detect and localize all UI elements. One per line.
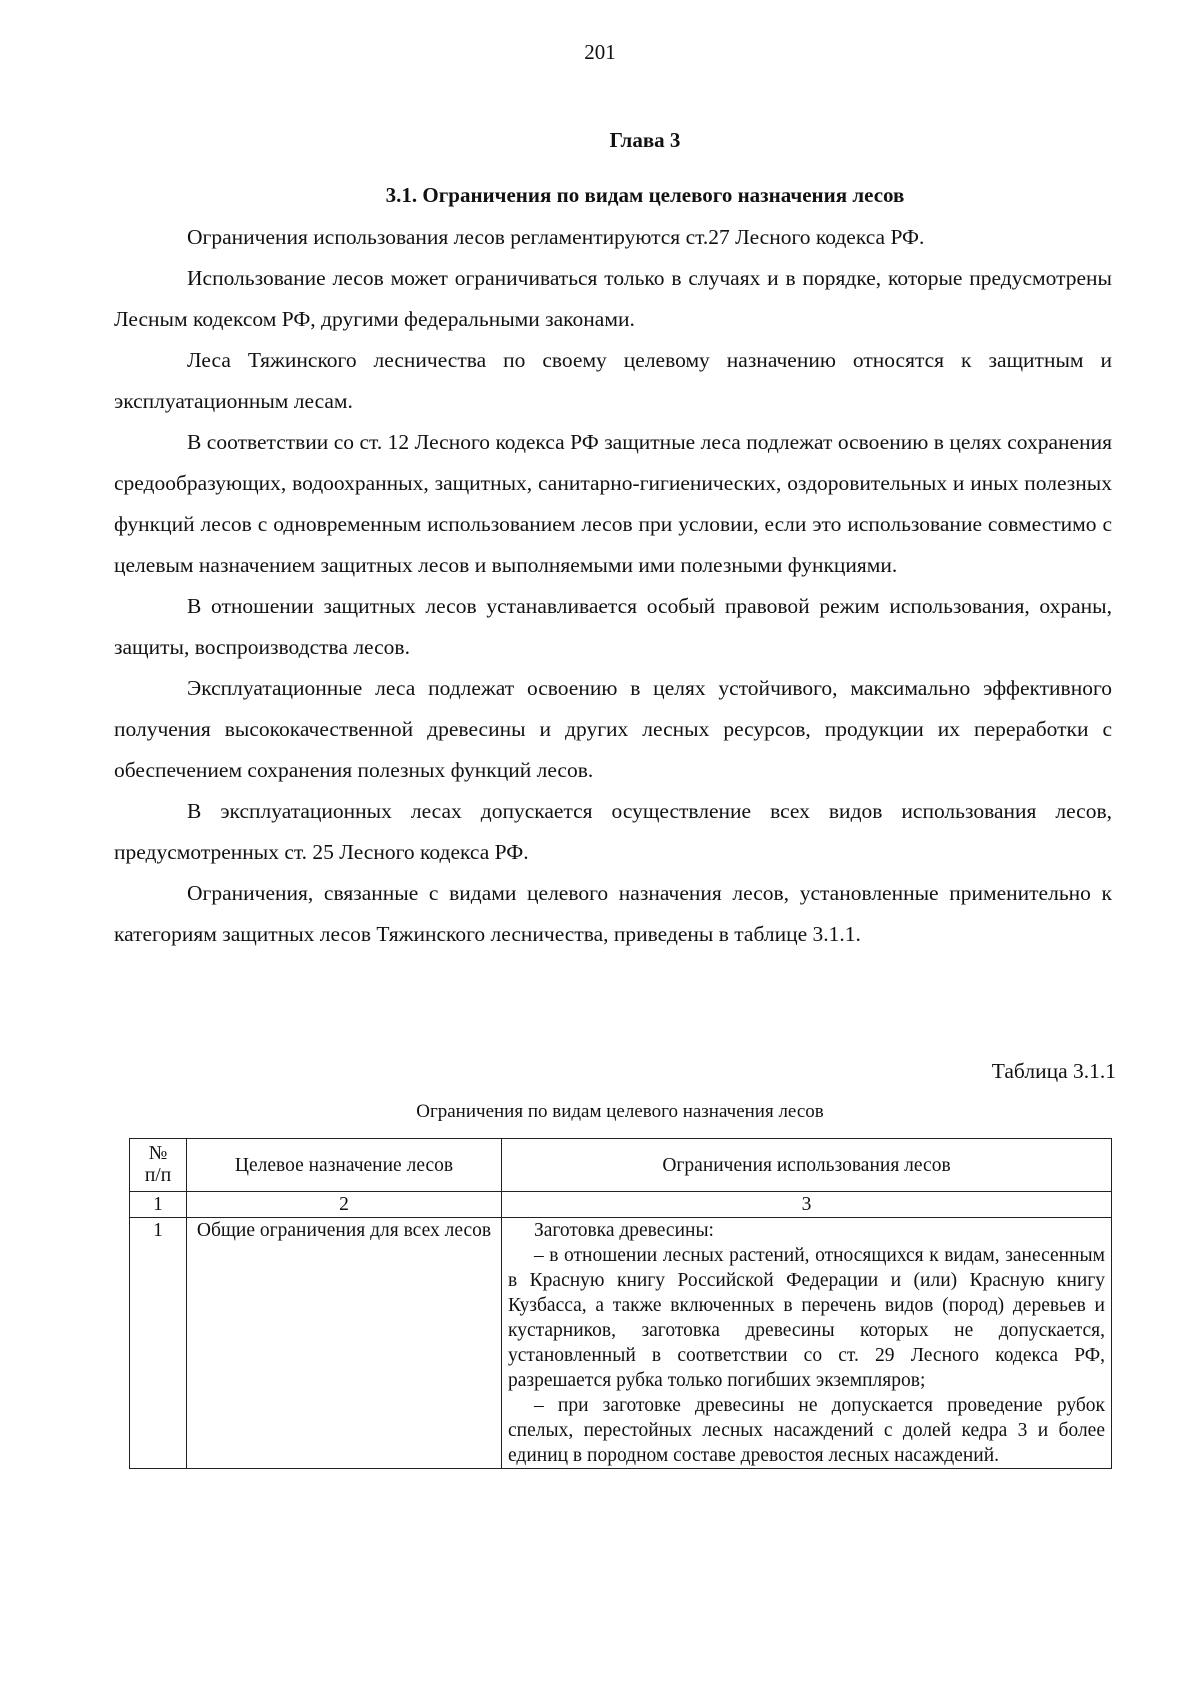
paragraph: В отношении защитных лесов устанавливается особый правовой режим использования, охраны, защиты, воспроизводства лесов. bbox=[114, 594, 1112, 659]
table-number: Таблица 3.1.1 bbox=[991, 1059, 1116, 1083]
table-column-numbers-row bbox=[130, 1192, 1112, 1218]
column-number: 2 bbox=[187, 1192, 502, 1218]
paragraph: Эксплуатационные леса подлежат освоению в целях устойчивого, максимально эффективного получения высококачественной древесины и других лесных ресурсов, продукции их переработки с обеспечением сохранения полезных функций лесов. bbox=[114, 676, 1112, 782]
row-number: 1 bbox=[130, 1218, 187, 1469]
section-title: 3.1. Ограничения по видам целевого назначения лесов bbox=[385, 183, 905, 207]
paragraph: Ограничения использования лесов регламентируются ст.27 Лесного кодекса РФ. bbox=[187, 225, 925, 249]
header-number bbox=[130, 1139, 187, 1192]
paragraph: Леса Тяжинского лесничества по своему целевому назначению относятся к защитным и эксплуатационным лесам. bbox=[114, 348, 1112, 413]
column-number: 1 bbox=[130, 1192, 187, 1218]
paragraph: В соответствии со ст. 12 Лесного кодекса РФ защитные леса подлежат освоению в целях сохранения средообразующих, водоохранных, защитных, санитарно-гигиенических, оздоровительных и иных полезных функций лесов с одновременным использованием лесов при условии, если это использование совместимо с целевым назначением защитных лесов и выполняемыми ими полезными функциями. bbox=[114, 430, 1112, 577]
row-purpose: Общие ограничения для всех лесов bbox=[187, 1218, 502, 1469]
table-row bbox=[130, 1218, 1112, 1469]
paragraph: Использование лесов может ограничиваться только в случаях и в порядке, которые предусмотрены Лесным кодексом РФ, другими федеральными законами. bbox=[114, 266, 1112, 331]
header-restrictions: Ограничения использования лесов bbox=[502, 1139, 1112, 1192]
table-caption: Ограничения по видам целевого назначения лесов bbox=[416, 1101, 824, 1122]
header-purpose: Целевое назначение лесов bbox=[187, 1139, 502, 1192]
header-number-line2: п/п bbox=[144, 1165, 172, 1186]
paragraph: Ограничения, связанные с видами целевого назначения лесов, установленные применительно к категориям защитных лесов Тяжинского лесничества, приведены в таблице 3.1.1. bbox=[114, 881, 1112, 946]
restriction-item: – в отношении лесных растений, относящихся к видам, занесенным в Красную книгу Российской Федерации и (или) Красную книгу Кузбасса, а также включенных в перечень видов (пород) деревьев и кустарников, заготовка древесины которых не допускается, установленный в соответствии со ст. 29 Лесного кодекса РФ, разрешается рубка только погибших экземпляров; bbox=[508, 1245, 1105, 1391]
table-header-row bbox=[130, 1139, 1112, 1192]
column-number: 3 bbox=[502, 1192, 1112, 1218]
restrictions-title: Заготовка древесины: bbox=[534, 1220, 714, 1241]
body-text bbox=[114, 217, 1112, 955]
restriction-item: – при заготовке древесины не допускается проведение рубок спелых, перестойных лесных насаждений с долей кедра 3 и более единиц в породном составе древостоя лесных насаждений. bbox=[508, 1395, 1105, 1466]
restrictions-table bbox=[129, 1138, 1112, 1469]
header-number-line1: № bbox=[148, 1143, 168, 1164]
row-restrictions bbox=[502, 1218, 1112, 1469]
page-number: 201 bbox=[584, 40, 616, 64]
paragraph: В эксплуатационных лесах допускается осуществление всех видов использования лесов, предусмотренных ст. 25 Лесного кодекса РФ. bbox=[114, 799, 1112, 864]
chapter-title: Глава 3 bbox=[609, 128, 681, 152]
